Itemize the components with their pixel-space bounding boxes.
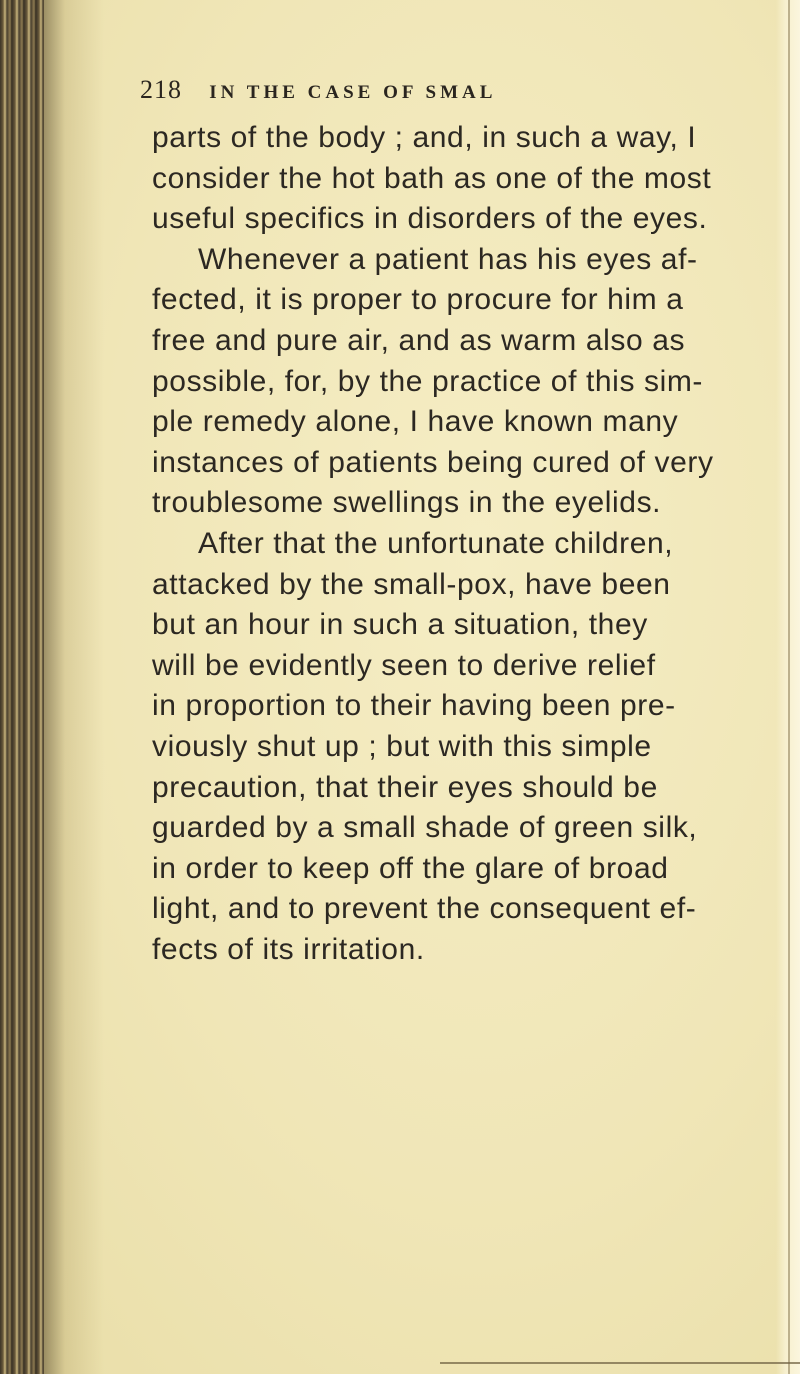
- page-edge-line: [788, 0, 790, 1374]
- bottom-edge-line: [440, 1362, 800, 1364]
- text-line: will be evidently seen to derive relief: [152, 648, 656, 682]
- text-line: ple remedy alone, I have known many: [152, 405, 679, 439]
- text-line: useful specifics in disorders of the eyes.: [152, 202, 708, 236]
- paragraph-start: After that the unfortunate children,: [198, 526, 674, 560]
- paragraph-start: Whenever a patient has his eyes af-: [198, 242, 698, 276]
- text-line: precaution, that their eyes should be: [152, 770, 658, 804]
- text-line: troublesome swellings in the eyelids.: [152, 486, 662, 520]
- body-text: [152, 118, 752, 970]
- running-title: IN THE CASE OF SMAL: [209, 82, 497, 103]
- text-line: light, and to prevent the consequent ef-: [152, 892, 697, 926]
- text-line: in order to keep off the glare of broad: [152, 851, 669, 885]
- text-line: but an hour in such a situation, they: [152, 608, 648, 642]
- text-line: possible, for, by the practice of this sim-: [152, 364, 704, 398]
- text-line: parts of the body ; and, in such a way, I: [152, 121, 697, 154]
- text-line: fected, it is proper to procure for him a: [152, 283, 684, 317]
- text-line: attacked by the small-pox, have been: [152, 567, 671, 601]
- text-line: guarded by a small shade of green silk,: [152, 811, 698, 845]
- text-line: fects of its irritation.: [152, 932, 425, 966]
- text-line: in proportion to their having been pre-: [152, 689, 676, 723]
- binding-shadow: [44, 0, 104, 1374]
- text-line: viously shut up ; but with this simple: [152, 729, 652, 763]
- page-number: 218: [140, 75, 182, 104]
- text-line: consider the hot bath as one of the most: [152, 161, 712, 195]
- running-header: [140, 75, 700, 115]
- text-line: instances of patients being cured of very: [152, 445, 714, 479]
- text-line: free and pure air, and as warm also as: [152, 323, 686, 357]
- book-binding: [0, 0, 44, 1374]
